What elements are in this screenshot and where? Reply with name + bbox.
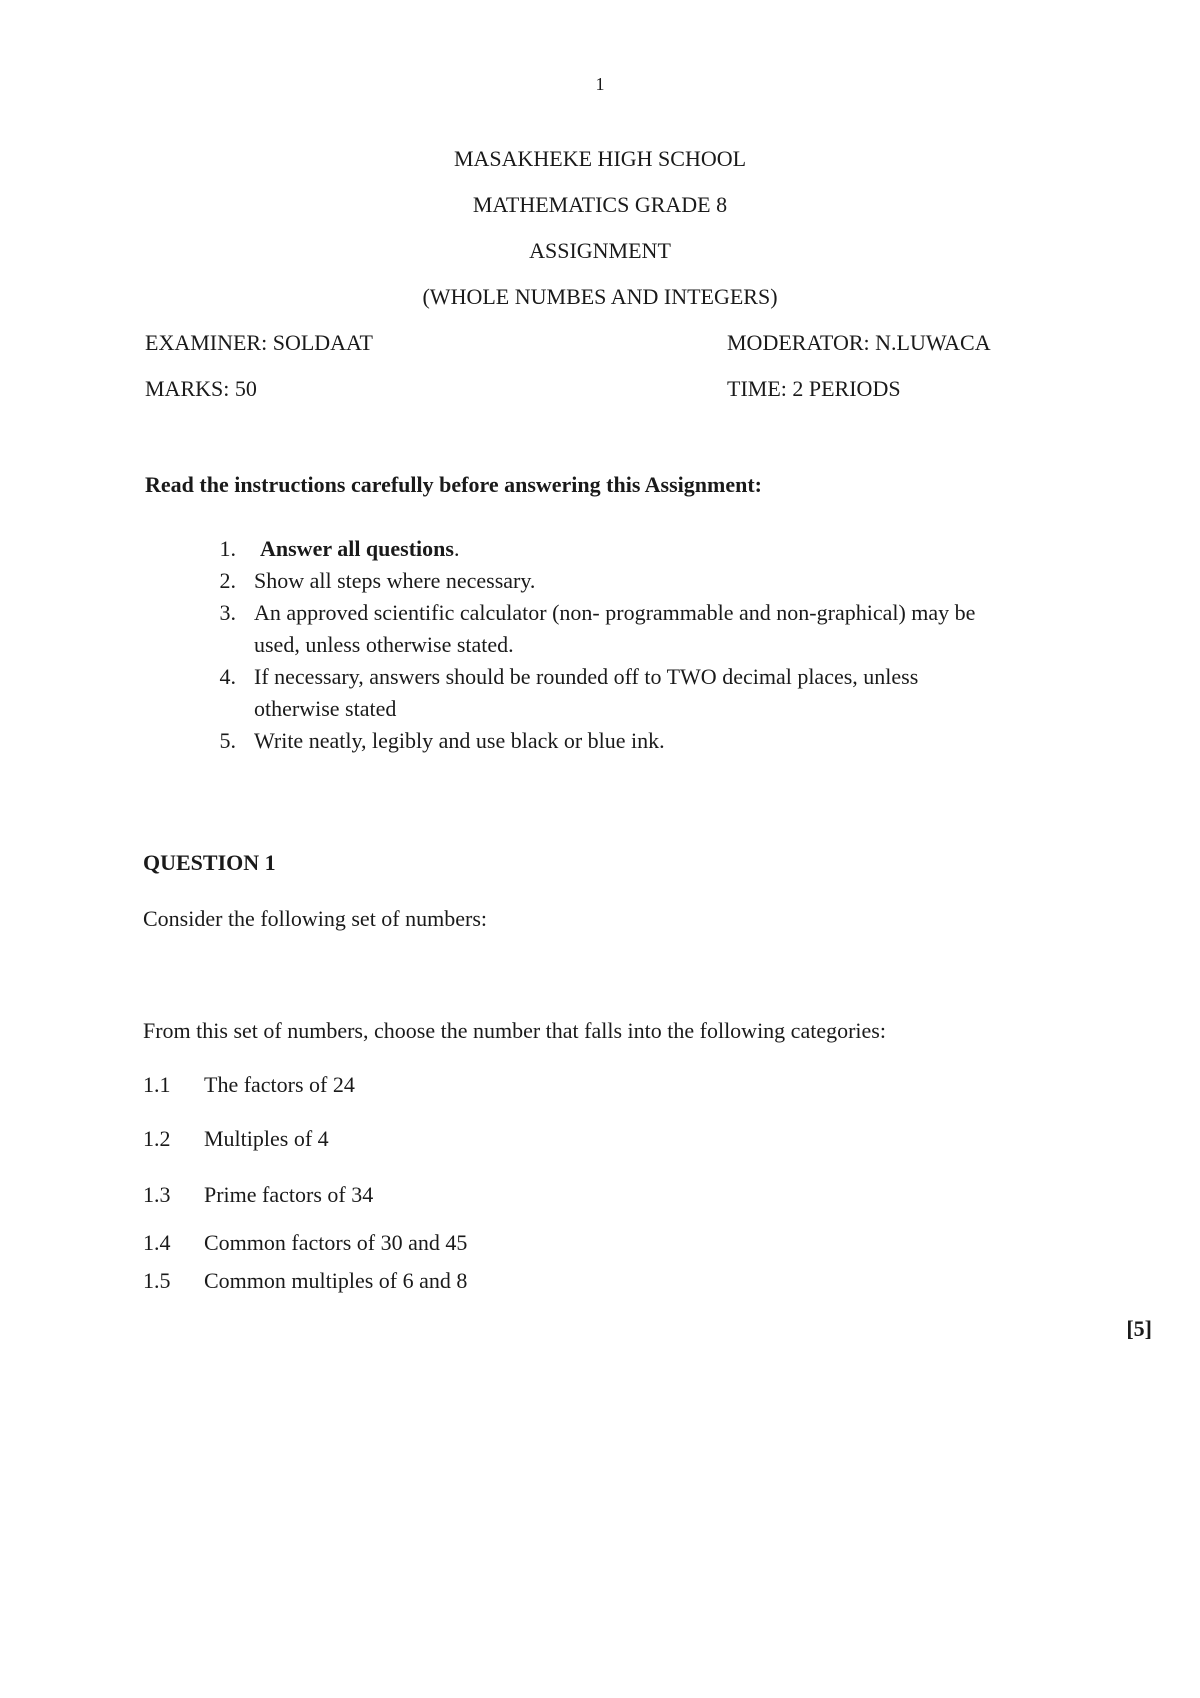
sub-question-text: Common factors of 30 and 45 bbox=[204, 1230, 468, 1255]
sub-question-text: Common multiples of 6 and 8 bbox=[204, 1268, 468, 1293]
school-name: MASAKHEKE HIGH SCHOOL bbox=[453, 146, 747, 171]
sub-question-text: Prime factors of 34 bbox=[204, 1182, 374, 1207]
instruction-item bbox=[260, 536, 459, 562]
sub-question-number: 1.1 bbox=[143, 1072, 171, 1097]
question-total-marks: [5] bbox=[1126, 1316, 1152, 1341]
instruction-number: 4. bbox=[219, 664, 236, 689]
topic-title: (WHOLE NUMBES AND INTEGERS) bbox=[422, 284, 778, 309]
instructions-heading: Read the instructions carefully before answering this Assignment: bbox=[145, 472, 763, 497]
question-heading: QUESTION 1 bbox=[143, 850, 276, 875]
instruction-number: 5. bbox=[219, 728, 236, 753]
sub-question-text: The factors of 24 bbox=[204, 1072, 355, 1097]
instruction-text: An approved scientific calculator (non- programmable and non-graphical) may be bbox=[254, 600, 976, 625]
marks-label: MARKS: 50 bbox=[145, 376, 257, 401]
instruction-text-continued: used, unless otherwise stated. bbox=[254, 632, 514, 657]
instruction-text-continued: otherwise stated bbox=[254, 696, 397, 721]
instruction-text: Show all steps where necessary. bbox=[254, 568, 536, 593]
instruction-number: 2. bbox=[219, 568, 236, 593]
sub-question-number: 1.2 bbox=[143, 1126, 171, 1151]
instruction-text: If necessary, answers should be rounded off to TWO decimal places, unless bbox=[254, 664, 919, 689]
instruction-number: 3. bbox=[219, 600, 236, 625]
subject-title: MATHEMATICS GRADE 8 bbox=[472, 192, 728, 217]
question-intro: Consider the following set of numbers: bbox=[143, 906, 488, 931]
page-number: 1 bbox=[595, 74, 605, 94]
instruction-suffix: . bbox=[453, 536, 460, 561]
examiner-label: EXAMINER: SOLDAAT bbox=[145, 330, 373, 355]
question-prompt: From this set of numbers, choose the number that falls into the following categories: bbox=[143, 1018, 886, 1043]
moderator-label: MODERATOR: N.LUWACA bbox=[727, 330, 991, 355]
instruction-text: Answer all questions bbox=[260, 536, 454, 561]
time-label: TIME: 2 PERIODS bbox=[727, 376, 901, 401]
sub-question-number: 1.5 bbox=[143, 1268, 171, 1293]
assignment-title: ASSIGNMENT bbox=[529, 238, 671, 263]
sub-question-text: Multiples of 4 bbox=[204, 1126, 329, 1151]
sub-question-number: 1.3 bbox=[143, 1182, 171, 1207]
instruction-text: Write neatly, legibly and use black or blue ink. bbox=[254, 728, 665, 753]
sub-question-number: 1.4 bbox=[143, 1230, 171, 1255]
instruction-number: 1. bbox=[219, 536, 236, 561]
